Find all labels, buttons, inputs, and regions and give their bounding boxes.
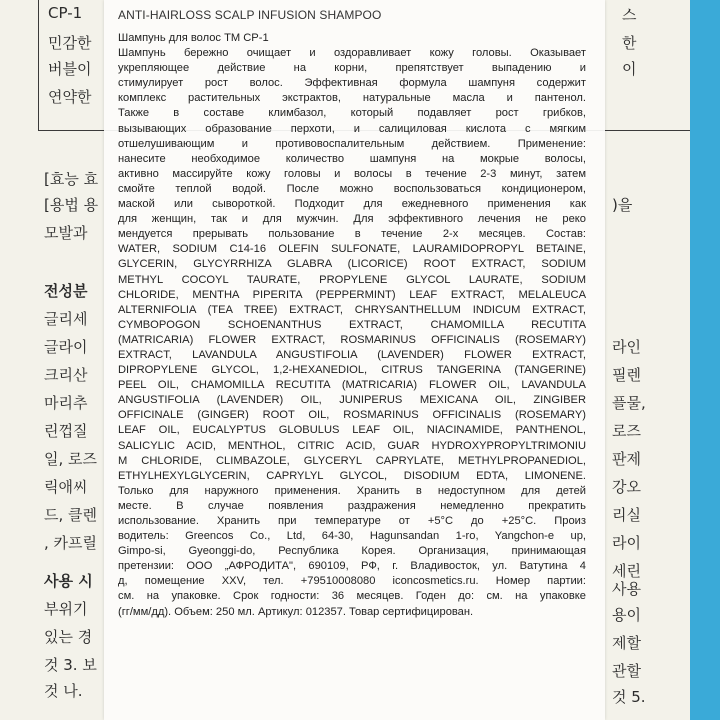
korean-right-line: 판제	[612, 450, 641, 468]
korean-right-line: )을	[612, 196, 633, 214]
korean-right-line: 필렌	[612, 366, 641, 384]
korean-right-line: 사용	[612, 580, 641, 598]
sticker-text-line: водитель: Greencos Co., Ltd, 64-30, Hagunsandan 1-ro, Yangchon-e up,	[118, 530, 586, 543]
korean-left-line: 린껍질	[44, 422, 88, 440]
sticker-text-line: стимулирует рост волос. Эффективная формула шампуня содержит	[118, 77, 586, 90]
korean-right-line: 관할	[612, 662, 641, 680]
sticker-text-line: см. на упаковке. Срок годности: 36 месяцев. Годен до: см. на упаковке	[118, 590, 586, 603]
sticker-text-line: комплекс растительных экстрактов, натуральные масла и пантенол.	[118, 92, 586, 105]
korean-left-line: 글리세	[44, 310, 88, 328]
korean-right-line: 스	[622, 6, 637, 24]
korean-left-line: , 카프릴	[44, 534, 98, 552]
sticker-text-line: д, помещение XXV, тел. +79510008080 iconcosmetics.ru. Номер партии:	[118, 575, 586, 588]
sticker-text-line: Только для наружного применения. Хранить в недоступном для детей	[118, 484, 586, 497]
sticker-text-line: для женщин, так и для мужчин. Для эффективного лечения не реко	[118, 213, 586, 226]
korean-left-line: 전성분	[44, 282, 88, 300]
korean-left-line: 있는 경	[44, 628, 93, 646]
sticker-text-line: претензии: ООО „АФРОДИТА", 690109, РФ, г. Владивосток, ул. Ватутина 4	[118, 560, 586, 573]
korean-left-line: 드, 클렌	[44, 506, 98, 524]
sticker-text-line: ANGUSTIFOLIA (LAVENDER) OIL, JUNIPERUS MEXICANA OIL, ZINGIBER	[118, 394, 586, 407]
korean-right-line: 이	[622, 60, 637, 78]
korean-left-line: 릭애씨	[44, 478, 88, 496]
korean-right-line: 로즈	[612, 422, 641, 440]
korean-left-line: [용법 용	[44, 196, 99, 214]
korean-left-line: 것 나.	[44, 682, 83, 700]
sticker-text-line: вызывающих образование перхоти, и салициловая кислота с мягким	[118, 122, 586, 135]
korean-left-line: 크리산	[44, 366, 88, 384]
sticker-text-line: OFFICINALE (GINGER) ROOT OIL, ROSMARINUS OFFICINALIS (ROSEMARY)	[118, 409, 586, 422]
sticker-text-line: M CHLORIDE, CLIMBAZOLE, GLYCERYL CAPRYLATE, METHYLPROPANEDIOL,	[118, 454, 586, 467]
korean-right-line: 라인	[612, 338, 641, 356]
korean-left-line: CP-1	[48, 4, 83, 22]
sticker-text-line: Gimpo-si, Gyeonggi-do, Республика Корея. Организация, принимающая	[118, 545, 586, 558]
sticker-text-line: нанесите необходимое количество шампуня на мокрые волосы,	[118, 152, 586, 165]
russian-translation-sticker	[104, 0, 605, 720]
sticker-text-line: EXTRACT, LAVANDULA ANGUSTIFOLIA (LAVENDER) FLOWER EXTRACT,	[118, 348, 586, 361]
sticker-body-text	[118, 31, 586, 620]
korean-left-line: 사용 시	[44, 572, 93, 590]
korean-right-line: 용이	[612, 606, 641, 624]
korean-left-line: 글라이	[44, 338, 88, 356]
sticker-text-line: мендуется прерывать пользование в течение 2-х месяцев. Состав:	[118, 228, 586, 241]
sticker-text-line: Шампунь для волос ТМ СР-1	[118, 32, 269, 44]
sticker-text-line: SALICYLIC ACID, MENTHOL, CITRIC ACID, GUAR HYDROXYPROPYLTRIMONIU	[118, 439, 586, 452]
korean-left-line: 것 3. 보	[44, 656, 97, 674]
sticker-text-line: Шампунь бережно очищает и оздоравливает кожу головы. Оказывает	[118, 47, 586, 60]
sticker-title: ANTI-HAIRLOSS SCALP INFUSION SHAMPOO	[118, 8, 382, 22]
korean-right-line: 세린	[612, 562, 641, 580]
sticker-text-line: (гг/мм/дд). Объем: 250 мл. Артикул: 012357. Товар сертифицирован.	[118, 605, 474, 618]
korean-right-line: 라이	[612, 534, 641, 552]
korean-left-line: 부위기	[44, 600, 88, 618]
sticker-text-line: маской или сывороткой. Подходит для ежедневного применения как	[118, 198, 586, 211]
korean-right-line: 플물,	[612, 394, 646, 412]
sticker-text-line: METHYL COCOYL TAURATE, PROPYLENE GLYCOL LAURATE, SODIUM	[118, 273, 586, 286]
korean-right-line: 것 5.	[612, 688, 646, 706]
korean-right-line: 강오	[612, 478, 641, 496]
sticker-text-line: ETHYLHEXYLGLYCERIN, CAPRYLYL GLYCOL, DISODIUM EDTA, LIMONENE.	[118, 469, 586, 482]
sticker-text-line: ALTERNIFOLIA (TEA TREE) EXTRACT, CHRYSANTHELLUM INDICUM EXTRACT,	[118, 303, 586, 316]
sticker-text-line: DIPROPYLENE GLYCOL, 1,2-HEXANEDIOL, CITRUS TANGERINA (TANGERINE)	[118, 364, 586, 377]
sticker-text-line: GLYCERIN, GLYCYRRHIZA GLABRA (LICORICE) ROOT EXTRACT, SODIUM	[118, 258, 586, 271]
korean-left-line: 일, 로즈	[44, 450, 98, 468]
sticker-text-line: Также в составе климбазол, который подавляет рост грибков,	[118, 107, 586, 120]
korean-left-line: 민감한	[48, 34, 92, 52]
korean-left-line: 연약한	[48, 88, 92, 106]
sticker-text-line: отшелушивающим и противовоспалительным действием. Применение:	[118, 137, 586, 150]
sticker-text-line: LEAF OIL, EUCALYPTUS GLOBULUS LEAF OIL, NIACINAMIDE, PANTHENOL,	[118, 424, 586, 437]
sticker-text-line: месте. В случае появления раздражения немедленно прекратить	[118, 499, 586, 512]
sticker-text-line: CYMBOPOGON SCHOENANTHUS EXTRACT, CHAMOMILLA RECUTITA	[118, 318, 586, 331]
korean-left-line: 마리추	[44, 394, 88, 412]
sticker-text-line: (MATRICARIA) FLOWER EXTRACT, ROSMARINUS OFFICINALIS (ROSEMARY)	[118, 333, 586, 346]
sticker-text-line: смойте теплой водой. После можно воспользоваться кондиционером,	[118, 182, 586, 195]
sticker-text-line: использование. Хранить при температуре от +5°С до +25°С. Произ	[118, 515, 586, 527]
korean-left-line: [효능 효	[44, 170, 99, 188]
sticker-text-line: CHLORIDE, MENTHA PIPERITA (PEPPERMINT) LEAF EXTRACT, MELALEUCA	[118, 288, 586, 301]
sticker-text-line: укрепляющее действие на корни, препятствует выпадению и	[118, 62, 586, 75]
korean-right-line: 한	[622, 34, 637, 52]
korean-right-line: 제할	[612, 634, 641, 652]
blue-background-strip	[690, 0, 720, 720]
korean-left-line: 모발과	[44, 224, 88, 242]
sticker-text-line: WATER, SODIUM C14-16 OLEFIN SULFONATE, LAURAMIDOPROPYL BETAINE,	[118, 243, 586, 256]
korean-right-line: 리실	[612, 506, 641, 524]
korean-left-line: 버블이	[48, 60, 92, 78]
sticker-text-line: PEEL OIL, CHAMOMILLA RECUTITA (MATRICARIA) FLOWER OIL, LAVANDULA	[118, 379, 586, 392]
sticker-text-line: активно массируйте кожу головы и волосы в течение 2-3 минут, затем	[118, 167, 586, 180]
